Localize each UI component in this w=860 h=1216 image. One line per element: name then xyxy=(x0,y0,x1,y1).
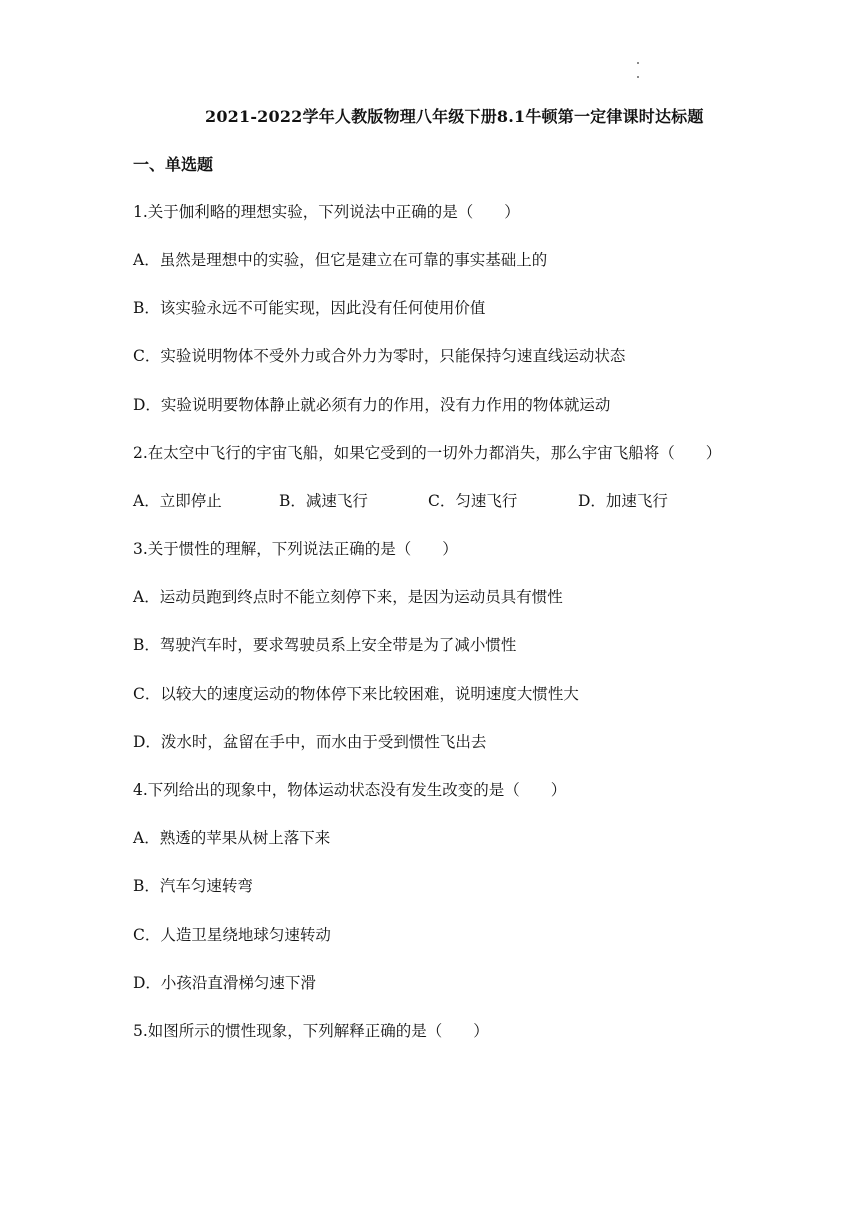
question-1-option-c: C．实验说明物体不受外力或合外力为零时，只能保持匀速直线运动状态 xyxy=(133,347,626,365)
question-1-stem: 1.关于伽利略的理想实验，下列说法中正确的是（ ） xyxy=(133,203,520,221)
question-3-option-c: C．以较大的速度运动的物体停下来比较困难，说明速度大惯性大 xyxy=(133,685,579,703)
question-2-stem: 2.在太空中飞行的宇宙飞船，如果它受到的一切外力都消失，那么宇宙飞船将（ ） xyxy=(133,444,722,462)
question-2-option-c: C．匀速飞行 xyxy=(428,492,518,510)
question-3-option-a: A．运动员跑到终点时不能立刻停下来，是因为运动员具有惯性 xyxy=(133,588,563,606)
question-1-option-b: B．该实验永远不可能实现，因此没有任何使用价值 xyxy=(133,299,486,317)
question-3-option-d: D．泼水时，盆留在手中，而水由于受到惯性飞出去 xyxy=(133,733,487,751)
question-1-option-d: D．实验说明要物体静止就必须有力的作用，没有力作用的物体就运动 xyxy=(133,396,611,414)
question-3-stem: 3.关于惯性的理解，下列说法正确的是（ ） xyxy=(133,540,458,558)
question-4-option-a: A．熟透的苹果从树上落下来 xyxy=(133,829,331,847)
question-4-option-b: B．汽车匀速转弯 xyxy=(133,877,253,895)
question-5-stem: 5.如图所示的惯性现象，下列解释正确的是（ ） xyxy=(133,1022,489,1040)
page-title: 2021-2022学年人教版物理八年级下册8.1牛顿第一定律课时达标题 xyxy=(205,107,704,126)
question-4-stem: 4.下列给出的现象中，物体运动状态没有发生改变的是（ ） xyxy=(133,781,567,799)
question-4-option-d: D．小孩沿直滑梯匀速下滑 xyxy=(133,974,316,992)
question-4-option-c: C．人造卫星绕地球匀速转动 xyxy=(133,926,331,944)
question-3-option-b: B．驾驶汽车时，要求驾驶员系上安全带是为了减小惯性 xyxy=(133,636,517,654)
question-1-option-a: A．虽然是理想中的实验，但它是建立在可靠的事实基础上的 xyxy=(133,251,548,269)
question-2-option-b: B．减速飞行 xyxy=(279,492,368,510)
question-2-option-a: A．立即停止 xyxy=(133,492,222,510)
question-2-option-d: D．加速飞行 xyxy=(578,492,668,510)
corner-marks xyxy=(637,62,641,82)
section-heading: 一、单选题 xyxy=(133,155,214,174)
